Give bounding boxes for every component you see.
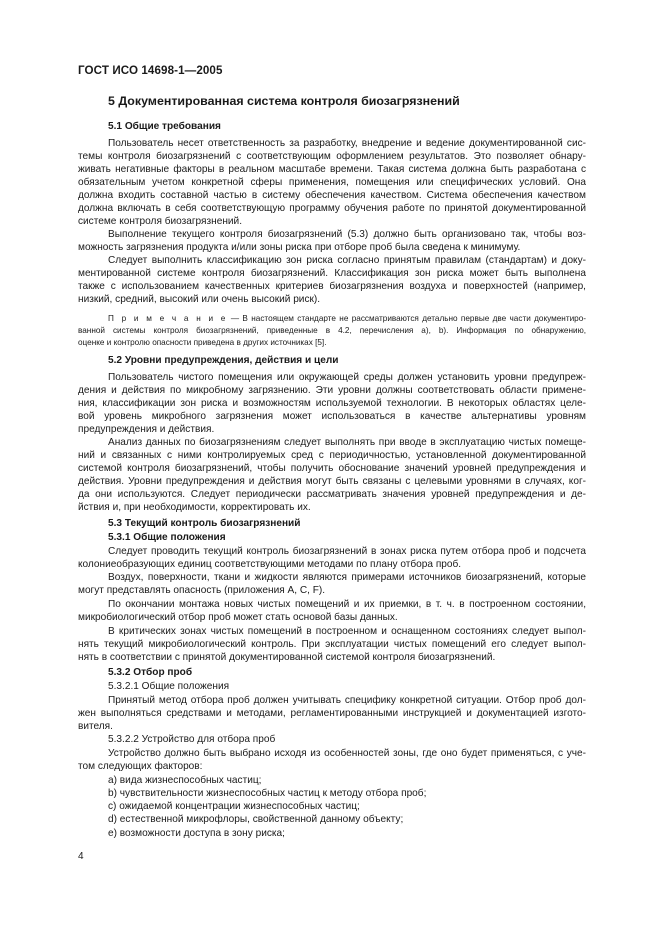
paragraph-line: Следует проводить текущий контроль биозагрязнений в зонах риска путем отбора проб и подсчета [108,546,586,557]
paragraph-line: можность загрязнения продукта и/или зоны риска при отборе проб была сведена к минимуму. [78,242,521,253]
paragraph-line: обязательным учетом конкретной сферы применения, помещения или специфических условий. Она [78,177,586,188]
paragraph-line: могут представлять опасность (приложения А, С, F). [78,585,326,596]
paragraph-line: да они используются. Следует периодически рассматривать значения уровней предупреждения и де- [78,489,586,500]
paragraph-line: йствия и, при необходимости, корректировать их. [78,502,311,513]
subsection-heading: 5.3 Текущий контроль биозагрязнений [108,518,301,529]
subsection-heading: 5.3.2.1 Общие положения [108,681,230,692]
paragraph-line: живать негативные факторы в реальном масштабе времени. Такая система должна быть разработана с [78,164,586,175]
paragraph-line: низкий, средний, высокий или очень высокий риск). [78,294,321,305]
paragraph-line: предупреждения и действия. [78,424,215,435]
paragraph-line: ментированной системе контроля биозагрязнений. Классификация зон риска может быть выполнена [78,268,586,279]
paragraph-line: Следует выполнить классификацию зон риска согласно принятым правилам (стандартам) и доку- [108,255,586,266]
paragraph-line: вителя. [78,721,113,732]
subsection-heading: 5.2 Уровни предупреждения, действия и цели [108,355,339,366]
list-item: b) чувствительности жизнеспособных частиц к методу отбора проб; [108,788,427,799]
paragraph-line: нять в соответствии с принятой документированной системой контроля биозагрязнений. [78,652,496,663]
section-heading: 5 Документированная система контроля биозагрязнений [108,94,460,108]
paragraph-line: также с использованием качественных критериев биозагрязнения воздуха и поверхностей (например, [78,281,586,292]
paragraph-line: системой контроля биозагрязнений, чтобы получить обоснование значений уровней предупреждения и [78,463,586,474]
paragraph-line: В критических зонах чистых помещений в построенном и оснащенном состояниях следует выпол- [108,626,586,637]
note-line: оценке и контролю опасности приведена в других источниках [5]. [78,338,327,347]
paragraph-line: системе контроля биозагрязнений. [78,216,242,227]
note-line: ванной системы контроля биозагрязнений, приведенные в 4.2, перечисления а), b). Информация по обнаружению, [78,326,586,335]
paragraph-line: микробиологический отбор проб может стать основой базы данных. [78,612,398,623]
note-line: П р и м е ч а н и е — В настоящем стандарте не рассматриваются детально первые две части документиро- [108,314,586,323]
paragraph-line: По окончании монтажа новых чистых помещений и их приемки, в т. ч. в построенном состоянии, [108,599,586,610]
subsection-heading: 5.3.2 Отбор проб [108,667,193,678]
note-label: П р и м е ч а н и е [108,314,228,323]
paragraph-line: Выполнение текущего контроля биозагрязнений (5.3) должно быть организовано так, чтобы воз- [108,229,586,240]
paragraph-line: колониеобразующих единиц соответствующими методами по плану отбора проб. [78,559,462,570]
list-item: e) возможности доступа в зону риска; [108,828,285,839]
subsection-heading: 5.3.2.2 Устройство для отбора проб [108,734,276,745]
paragraph-line: ний и связанных с ними контролируемых сред с периодичностью, установленной документированной [78,450,586,461]
paragraph-line: Анализ данных по биозагрязнениям следует выполнять при вводе в эксплуатацию чистых помеще- [108,437,586,448]
paragraph-line: ния, классификации зон риска и возможностям используемой технологии. В некоторых областях целе- [78,398,586,409]
subsection-heading: 5.3.1 Общие положения [108,532,226,543]
paragraph-line: Пользователь несет ответственность за разработку, внедрение и ведение документированной сис- [108,138,586,149]
standard-header: ГОСТ ИСО 14698-1—2005 [78,64,223,77]
paragraph-line: должна входить составной частью в систему обеспечения качеством. Система обеспечения качеством [78,190,586,201]
page-number: 4 [78,851,84,862]
list-item: d) естественной микрофлоры, свойственной данному объекту; [108,814,404,825]
paragraph-line: том следующих факторов: [78,761,203,772]
paragraph-line: нять текущий микробиологический контроль. При эксплуатации чистых помещений его следует выпол- [78,639,586,650]
list-item: c) ожидаемой концентрации жизнеспособных частиц; [108,801,360,812]
paragraph-line: Воздух, поверхности, ткани и жидкости являются примерами источников биозагрязнений, которые [108,572,586,583]
paragraph-line: Пользователь чистого помещения или окружающей среды должен установить уровни предупреж- [108,372,586,383]
list-item: a) вида жизнеспособных частиц; [108,775,262,786]
subsection-heading: 5.1 Общие требования [108,121,221,132]
paragraph-line: действия. Уровни предупреждения и действия могут быть связаны с целевыми уровнями в случаях, ког- [78,476,586,487]
paragraph-line: Устройство должно быть выбрано исходя из особенностей зоны, где оно будет применяться, с уче- [108,748,586,759]
paragraph-line: темы контроля биозагрязнений с соответствующим оформлением результатов. Это позволяет обнару- [78,151,586,162]
paragraph-line: дения и действия по микробному загрязнению. Эти уровни должны соответствовать области примене- [78,385,586,396]
paragraph-line: вой уровень микробного загрязнения может использоваться в качестве альтернативы уровням [78,411,586,422]
paragraph-line: должна включать в себя соответствующую программу обучения работе по принятой документированной [78,203,586,214]
paragraph-line: Принятый метод отбора проб должен учитывать специфику конкретной ситуации. Отбор проб дол- [108,695,586,706]
paragraph-line: жен выполняться средствами и методами, регламентированными инструкцией и документацией изгото- [78,708,586,719]
